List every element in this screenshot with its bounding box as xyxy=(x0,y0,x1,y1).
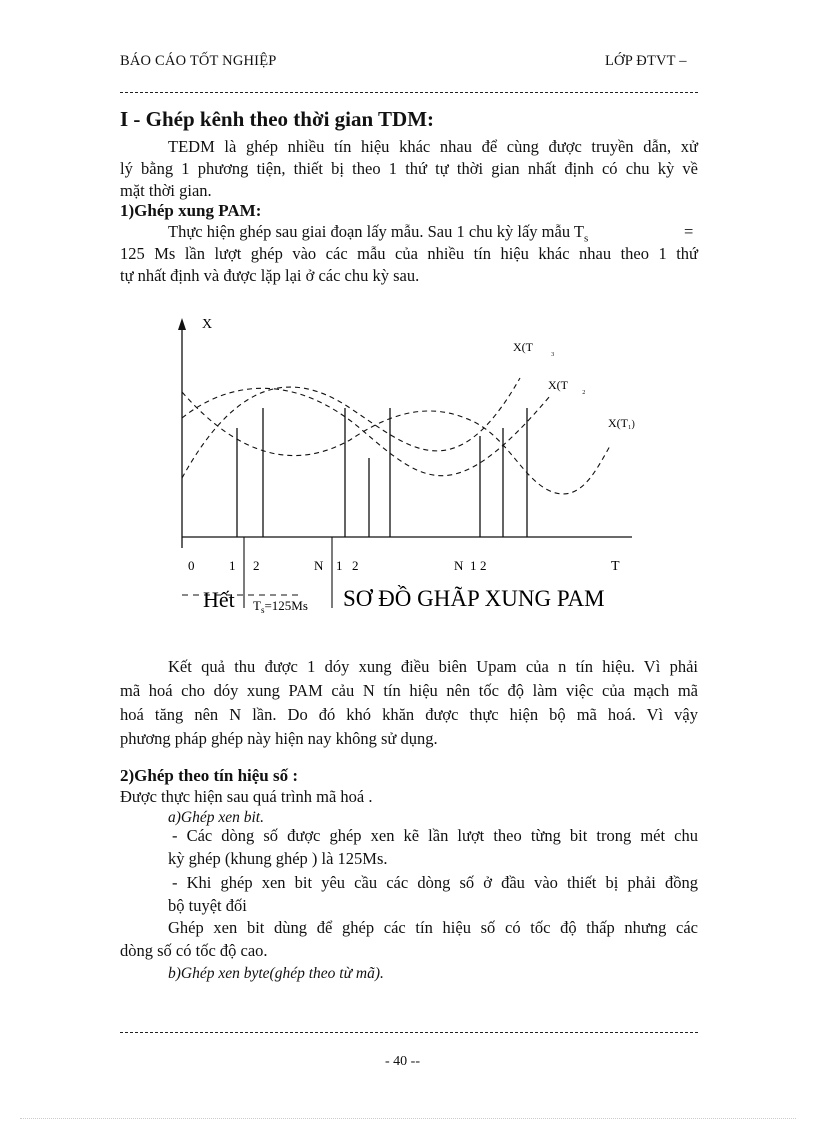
intro-line-3: mặt thời gian. xyxy=(120,181,212,200)
x-axis-label: T xyxy=(611,559,620,574)
byte-interleave-heading: b)Ghép xen byte(ghép theo từ mã). xyxy=(168,965,384,982)
x-tick-label: 1 xyxy=(336,558,343,573)
x-tick-label: N xyxy=(314,558,324,573)
bit-para-1-line-2: kỳ ghép (khung ghép ) là 125Ms. xyxy=(168,849,388,868)
page-number: - 40 -- xyxy=(385,1054,420,1069)
pam-line-2: 125 Ms lần lượt ghép vào các mẫu của nhiều tín hiệu khác nhau theo 1 thứ xyxy=(120,244,698,263)
result-line-2: mã hoá cho dóy xung PAM cảu N tín hiệu nên tốc độ làm việc của mạch mã xyxy=(120,681,698,700)
pam-line-3: tự nhất định và được lặp lại ở các chu kỳ sau. xyxy=(120,266,420,285)
header-right: LỚP ĐTVT – xyxy=(605,53,687,69)
y-axis-label: X xyxy=(202,317,213,332)
bit-para-2-line-2: bộ tuyệt đối xyxy=(168,896,247,915)
sample-group-label: Hết xyxy=(203,587,235,612)
result-line-3: hoá tăng nên N lần. Do đó khó khăn được thực hiện bộ mã hoá. Vì vậy xyxy=(120,705,698,724)
x-tick-label: 2 xyxy=(352,558,359,573)
series-label-x-t2: X(T $_{_2}$ xyxy=(548,378,586,395)
bit-interleave-heading: a)Ghép xen bit. xyxy=(168,809,264,826)
intro-line-1: TEDM là ghép nhiều tín hiệu khác nhau để cùng được truyền dẫn, xử xyxy=(168,137,698,156)
bit-para-1-line-1: - Các dòng số được ghép xen kẽ lần lượt theo từng bit trong mét chu xyxy=(172,826,698,845)
x-tick-label: 1 xyxy=(229,558,236,573)
bit-para-2-line-1: - Khi ghép xen bit yêu cầu các dòng số ở đầu vào thiết bị phải đồng xyxy=(172,873,698,892)
x-tick-label: N xyxy=(454,558,464,573)
series-label-x-t3: X(T $_{_3}$ xyxy=(513,340,555,357)
bit-para-3-line-2: dòng số có tốc độ cao. xyxy=(120,941,268,960)
bit-para-3-line-1: Ghép xen bit dùng để ghép các tín hiệu số có tốc độ thấp nhưng các xyxy=(168,918,698,937)
section-title: I - Ghép kênh theo thời gian TDM: xyxy=(120,107,435,131)
x-tick-label: 2 xyxy=(480,558,487,573)
x-tick-label: 2 xyxy=(253,558,260,573)
digital-heading: 2)Ghép theo tín hiệu số : xyxy=(120,766,299,785)
header-left: BÁO CÁO TỐT NGHIỆP xyxy=(120,53,277,69)
footer-rule xyxy=(120,1032,698,1033)
series-label-x-t1: X(T₁) xyxy=(608,416,635,430)
y-axis-arrow xyxy=(178,318,186,330)
curve-x-t3 xyxy=(182,378,520,478)
period-label: $T_s=125Ms$ xyxy=(253,598,308,615)
digital-line-1: Được thực hiện sau quá trình mã hoá . xyxy=(120,787,373,806)
chart-title: SƠ ĐỒ GHÃP XUNG PAM xyxy=(343,586,605,611)
pam-line-1-sub: s xyxy=(584,232,589,245)
result-line-4: phương pháp ghép này hiện nay không sử dụng. xyxy=(120,729,438,748)
curve-x-t1 xyxy=(182,392,610,494)
pam-line-1-eq: = xyxy=(684,222,694,241)
x-tick-label: 0 xyxy=(188,558,195,573)
pam-heading: 1)Ghép xung PAM: xyxy=(120,201,262,220)
result-line-1: Kết quả thu được 1 dóy xung điều biên Upam của n tín hiệu. Vì phải xyxy=(168,657,698,676)
x-tick-label: 1 xyxy=(470,558,477,573)
page-bottom-edge xyxy=(20,1118,796,1119)
pam-line-1-text: Thực hiện ghép sau giai đoạn lấy mẫu. Sau 1 chu kỳ lấy mẫu T xyxy=(168,222,584,241)
intro-line-2: lý bằng 1 phương tiện, thiết bị theo 1 thứ tự thời gian nhất định có chu kỳ về xyxy=(120,159,698,178)
